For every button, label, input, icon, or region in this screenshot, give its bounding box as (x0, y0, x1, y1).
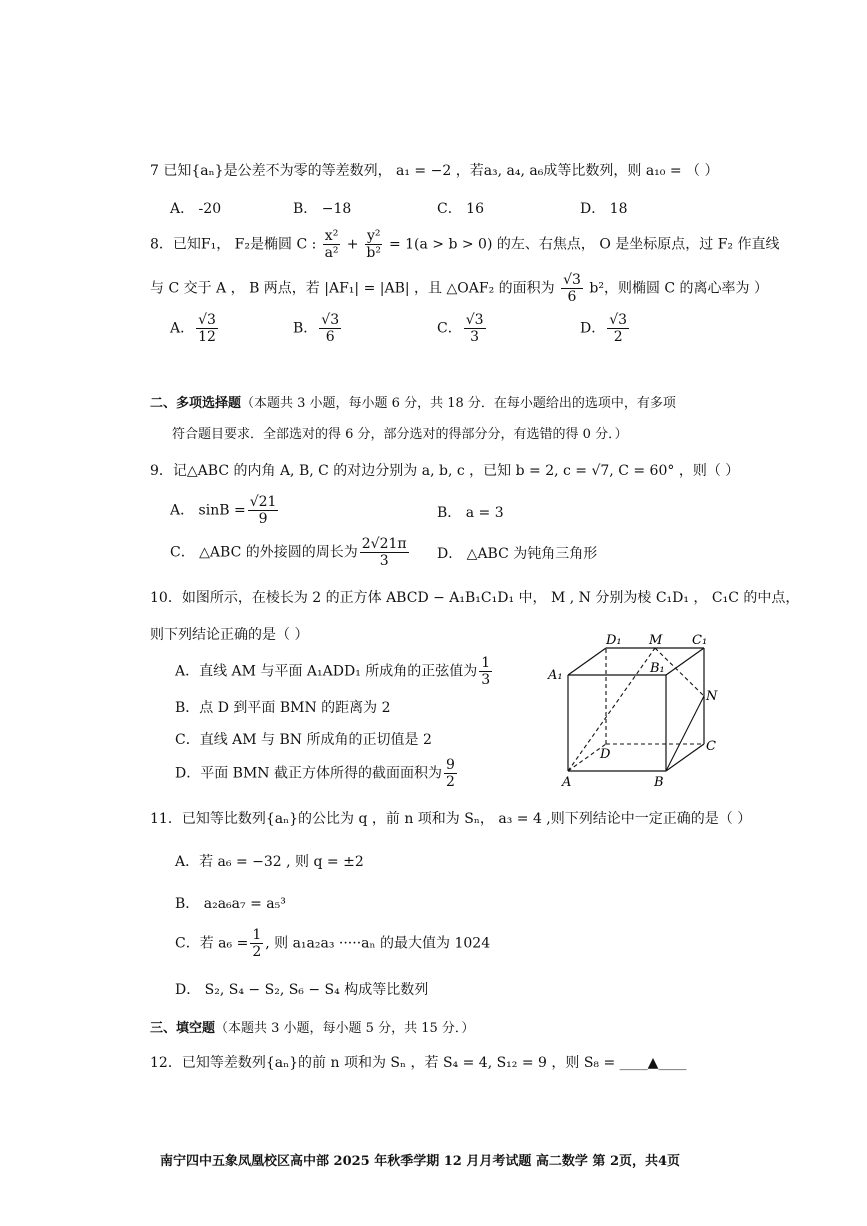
q11-option-c (175, 927, 490, 960)
q9-a-num: √21 (249, 494, 277, 510)
label-a: A (562, 775, 572, 790)
label-d1: D₁ (606, 633, 622, 648)
q8-frac-y (365, 228, 383, 261)
q8-frac-x (323, 228, 341, 261)
section3-desc: （本题共 3 小题，每小题 5 分，共 15 分．） (215, 1021, 475, 1036)
section3-title: 三、填空题 (150, 1021, 216, 1036)
q8-stem-1b: = 1(a > b > 0) 的左、右焦点， O 是坐标原点，过 F₂ 作直线 (388, 236, 780, 253)
q8-frac-x-num: x² (324, 228, 339, 244)
q8-b-den: 6 (325, 329, 335, 345)
section2-desc1: （本题共 3 小题，每小题 6 分，共 18 分．在每小题给出的选项中，有多项 (241, 396, 676, 411)
q8-frac-x-den: a² (324, 245, 339, 261)
q8-option-a (170, 312, 220, 345)
q10-a-text: A．直线 AM 与平面 A₁ADD₁ 所成角的正弦值为 (175, 663, 478, 680)
q9-c-frac (360, 536, 409, 569)
label-b1: B₁ (650, 661, 665, 676)
q8-frac-area (561, 272, 583, 305)
q8-b-num: √3 (321, 312, 340, 328)
q8-c-den: 3 (470, 329, 480, 345)
q9-option-c (170, 536, 411, 569)
section3-header (150, 1017, 474, 1036)
q8-stem-line1 (150, 228, 779, 261)
q8-stem-2a: 与 C 交于 A ， B 两点，若 |AF₁| = |AB| ，且 △OAF₂ 的面积为 (150, 280, 555, 297)
q8-d-num: √3 (609, 312, 628, 328)
label-a1: A₁ (548, 668, 563, 683)
q9-a-frac (248, 494, 279, 527)
q8-frac-y-den: b² (366, 245, 381, 261)
q8-plus: + (346, 236, 359, 253)
label-d: D (600, 747, 611, 762)
q8-stem-line2 (150, 272, 768, 305)
section2-title: 二、多项选择题 (150, 396, 242, 411)
q11-c-text2: , 则 a₁a₂a₃ ·····aₙ 的最大值为 1024 (265, 935, 491, 952)
q9-a-text: A． sinB = (170, 502, 246, 519)
q10-a-frac (479, 655, 492, 688)
page-footer: 南宁四中五象凤凰校区高中部 2025 年秋季学期 12 月月考试题 高二数学 第 2页，共4页 (160, 1154, 681, 1169)
q9-c-text: C． △ABC 的外接圆的周长为 (170, 544, 358, 561)
q11-c-num: 1 (252, 927, 262, 943)
q8-stem-2b: b²，则椭圆 C 的离心率为 ） (589, 280, 769, 297)
q8-a-num: √3 (198, 312, 216, 328)
q9-c-num: 2√21π (361, 536, 407, 552)
q8-stem-1a: 8．已知F₁， F₂是椭圆 C : (150, 236, 317, 253)
q10-a-den: 3 (481, 672, 491, 688)
q11-c-frac (250, 927, 263, 960)
q8-b-label: B． (293, 320, 318, 337)
q8-a-den: 12 (198, 329, 216, 345)
label-c: C (706, 739, 716, 754)
q10-stem-line1: 10．如图所示，在棱长为 2 的正方体 ABCD − A₁B₁C₁D₁ 中， M , N 分别为棱 C₁D₁ ， C₁C 的中点， (150, 590, 800, 606)
q10-d-den: 2 (446, 774, 455, 790)
q8-option-c (437, 312, 488, 345)
q8-a-label: A． (170, 320, 195, 337)
q9-c-den: 3 (379, 553, 389, 569)
edge-b-c (666, 744, 704, 771)
q7-option-b: B． −18 (293, 201, 352, 217)
segment-b-n (666, 696, 704, 771)
q8-c-label: C． (437, 320, 462, 337)
q8-c-frac (464, 312, 486, 345)
label-b: B (654, 775, 664, 790)
q11-stem: 11．已知等比数列{aₙ}的公比为 q ，前 n 项和为 Sₙ， a₃ = 4 ,则下列结论中一定正确的是（ ） (150, 811, 752, 827)
q9-option-a (170, 494, 280, 527)
section2-desc2: 符合题目要求．全部选对的得 6 分，部分选对的得部分分，有选错的得 0 分．） (172, 427, 628, 442)
q8-d-frac (607, 312, 629, 345)
q11-c-den: 2 (252, 944, 262, 960)
q8-option-b (293, 312, 343, 345)
label-m: M (649, 633, 663, 648)
q11-c-text1: C．若 a₆ = (175, 935, 249, 952)
q10-option-a (175, 655, 494, 688)
q10-d-text: D．平面 BMN 截正方体所得的截面面积为 (175, 765, 442, 782)
q9-option-d: D． △ABC 为钝角三角形 (437, 546, 598, 562)
q10-option-d (175, 757, 459, 790)
q8-a-frac (196, 312, 218, 345)
q8-option-d (580, 312, 631, 345)
q10-option-b: B．点 D 到平面 BMN 的距离为 2 (175, 700, 391, 716)
label-c1: C₁ (692, 633, 708, 648)
q10-stem-line2: 则下列结论正确的是（ ） (150, 627, 309, 643)
q11-option-b: B． a₂a₆a₇ = a₅³ (175, 896, 286, 912)
q10-a-num: 1 (481, 655, 491, 671)
q11-option-d: D． S₂, S₄ − S₂, S₆ − S₄ 构成等比数列 (175, 982, 429, 998)
q11-option-a: A．若 a₆ = −32 , 则 q = ±2 (175, 854, 364, 870)
q9-stem: 9．记△ABC 的内角 A, B, C 的对边分别为 a, b, c ，已知 b = 2, c = √7, C = 60° ，则（ ） (150, 463, 740, 479)
q10-d-frac (444, 757, 457, 790)
q9-a-den: 9 (258, 511, 268, 527)
q7-option-c: C． 16 (437, 201, 484, 217)
q7-option-d: D． 18 (580, 201, 628, 217)
q10-option-c: C．直线 AM 与 BN 所成角的正切值是 2 (175, 732, 432, 748)
q8-frac-y-num: y² (366, 228, 381, 244)
q9-option-b: B． a = 3 (437, 505, 504, 521)
q8-d-den: 2 (613, 329, 623, 345)
section2-header (150, 392, 676, 411)
cube-figure (540, 628, 740, 790)
q8-frac-area-den: 6 (567, 289, 577, 305)
q10-d-num: 9 (446, 757, 455, 773)
q7-option-a: A． -20 (170, 201, 222, 217)
edge-b1-c1 (666, 648, 704, 675)
edge-a1-d1 (568, 648, 606, 675)
label-n: N (706, 689, 718, 704)
q8-b-frac (319, 312, 341, 345)
q8-frac-area-num: √3 (563, 272, 581, 288)
q7-stem: 7 已知{aₙ}是公差不为零的等差数列， a₁ = −2 ，若a₃, a₄, a₆成等比数列，则 a₁₀ = （ ） (150, 163, 719, 179)
q8-c-num: √3 (465, 312, 484, 328)
q8-d-label: D． (580, 320, 606, 337)
q12-stem: 12．已知等差数列{aₙ}的前 n 项和为 Sₙ ，若 S₄ = 4, S₁₂ = 9 ，则 S₈ = ____▲____ (150, 1055, 687, 1071)
